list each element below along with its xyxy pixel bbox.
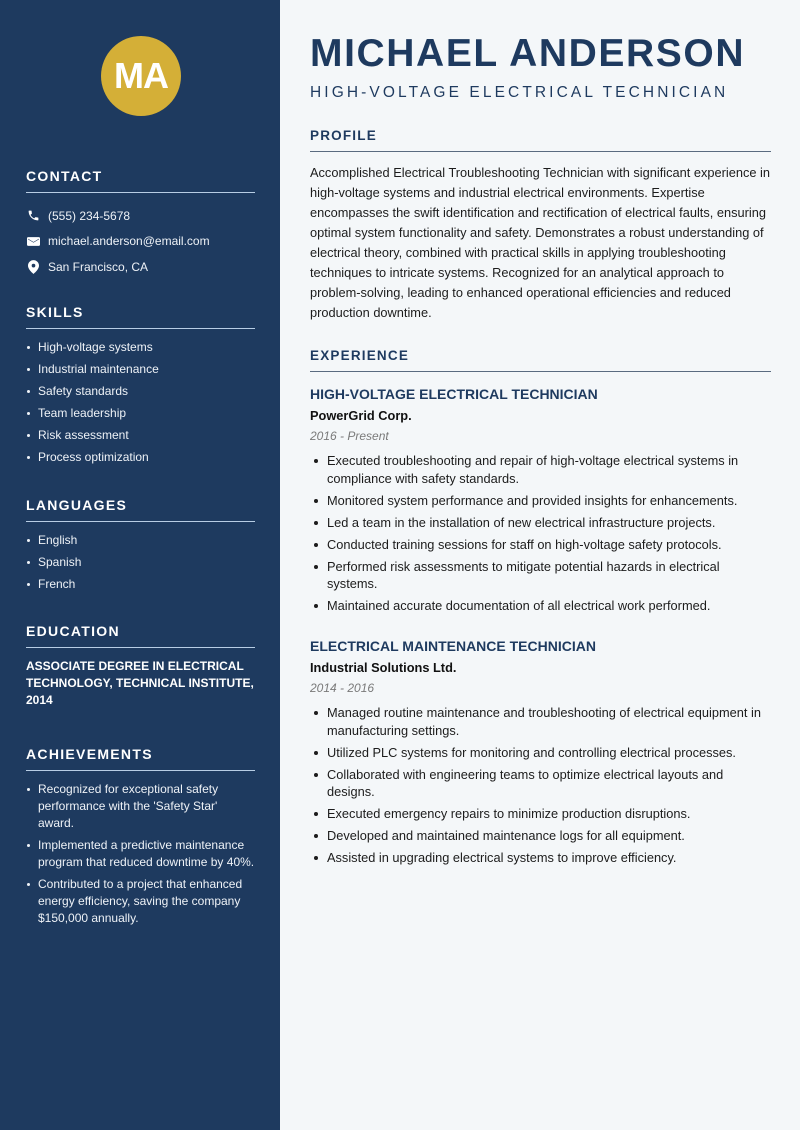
section-title: CONTACT: [26, 168, 255, 193]
sidebar: [0, 0, 280, 1130]
contact-email: [26, 229, 255, 255]
section-title: EDUCATION: [26, 623, 255, 648]
list-item: High-voltage systems: [26, 339, 255, 356]
job-title: ELECTRICAL MAINTENANCE TECHNICIAN: [310, 638, 596, 654]
job-dates: 2014 - 2016: [310, 681, 375, 695]
email-icon: [26, 234, 40, 248]
list-item: Recognized for exceptional safety performance with the 'Safety Star' award.: [26, 781, 255, 832]
job-company: Industrial Solutions Ltd.: [310, 660, 457, 675]
list-item: Contributed to a project that enhanced energy efficiency, saving the company $150,000 annually.: [26, 876, 255, 927]
list-item: Maintained accurate documentation of all electrical work performed.: [310, 597, 771, 615]
achievements-section: [26, 746, 255, 932]
list-item: Implemented a predictive maintenance program that reduced downtime by 40%.: [26, 837, 255, 871]
section-title: ACHIEVEMENTS: [26, 746, 255, 771]
contact-location-text: San Francisco, CA: [48, 259, 149, 274]
profile-text: Accomplished Electrical Troubleshooting Technician with significant experience in high-voltage systems and industrial electrical environments. Expertise encompasses the swift identification and rectification of electrical faults, ensuring optimal system functionality and safety. Demonstrates a robust understanding of electrical theory, combined with practical skills in applying troubleshooting techniques to intricate systems. Recognized for an analytical approach to problem-solving, leading to enhanced operational efficiencies and reduced production downtime.: [310, 165, 770, 320]
avatar: MA: [101, 36, 181, 116]
list-item: Monitored system performance and provided insights for enhancements.: [310, 492, 771, 510]
list-item: Conducted training sessions for staff on high-voltage safety protocols.: [310, 536, 771, 554]
list-item: Process optimization: [26, 449, 255, 466]
education-entry: ASSOCIATE DEGREE IN ELECTRICAL TECHNOLOGY, TECHNICAL INSTITUTE, 2014: [26, 659, 254, 707]
list-item: Executed troubleshooting and repair of high-voltage electrical systems in compliance with safety standards.: [310, 452, 771, 487]
contact-phone-text: (555) 234-5678: [48, 208, 131, 223]
list-item: Developed and maintained maintenance logs for all equipment.: [310, 827, 771, 845]
list-item: Team leadership: [26, 405, 255, 422]
section-title: LANGUAGES: [26, 497, 255, 522]
candidate-name: MICHAEL ANDERSON: [310, 32, 746, 75]
location-pin-icon: [26, 260, 40, 274]
list-item: Assisted in upgrading electrical systems to improve efficiency.: [310, 849, 771, 867]
contact-location: [26, 254, 255, 280]
list-item: Safety standards: [26, 383, 255, 400]
list-item: Utilized PLC systems for monitoring and controlling electrical processes.: [310, 744, 771, 762]
contact-section: [26, 168, 255, 280]
skills-section: [26, 304, 255, 471]
list-item: Executed emergency repairs to minimize production disruptions.: [310, 805, 771, 823]
list-item: English: [26, 532, 255, 549]
job-title: HIGH-VOLTAGE ELECTRICAL TECHNICIAN: [310, 386, 598, 402]
list-item: French: [26, 576, 255, 593]
contact-phone: [26, 203, 255, 229]
list-item: Collaborated with engineering teams to optimize electrical layouts and designs.: [310, 766, 771, 801]
list-item: Spanish: [26, 554, 255, 571]
achievements-list: [26, 781, 255, 927]
job-entry: [310, 386, 771, 619]
job-dates: 2016 - Present: [310, 429, 389, 443]
section-title: SKILLS: [26, 304, 255, 329]
candidate-title: HIGH-VOLTAGE ELECTRICAL TECHNICIAN: [310, 84, 729, 101]
languages-section: [26, 497, 255, 598]
list-item: Risk assessment: [26, 427, 255, 444]
job-company: PowerGrid Corp.: [310, 408, 412, 423]
list-item: Performed risk assessments to mitigate potential hazards in electrical systems.: [310, 558, 771, 593]
education-section: [26, 623, 255, 709]
list-item: Led a team in the installation of new electrical infrastructure projects.: [310, 514, 771, 532]
skills-list: [26, 339, 255, 466]
list-item: Industrial maintenance: [26, 361, 255, 378]
list-item: Managed routine maintenance and troubleshooting of electrical equipment in manufacturing settings.: [310, 704, 771, 739]
phone-icon: [26, 209, 40, 223]
job-bullets: [310, 452, 771, 615]
profile-title: PROFILE: [310, 128, 771, 152]
job-bullets: [310, 704, 771, 867]
languages-list: [26, 532, 255, 593]
experience-title: EXPERIENCE: [310, 348, 771, 372]
job-entry: [310, 638, 771, 871]
contact-email-text: michael.anderson@email.com: [48, 234, 210, 249]
